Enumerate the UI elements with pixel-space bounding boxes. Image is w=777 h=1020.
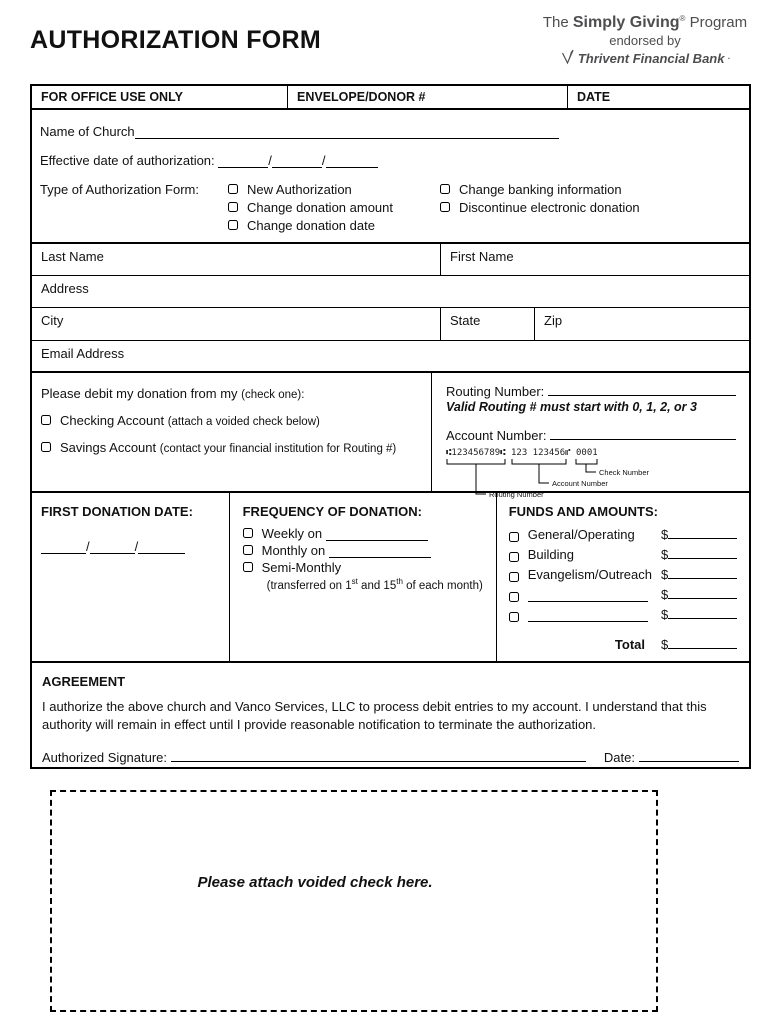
signature-field[interactable] [171,749,586,762]
checkbox-change-donation-date[interactable] [228,220,238,230]
last-name-field[interactable] [32,244,441,275]
weekly-day-field[interactable] [326,528,428,541]
funds-heading: FUNDS AND AMOUNTS: [508,504,658,519]
routing-number-row [446,383,736,399]
currency-sign: $ [661,547,669,562]
option-monthly [243,543,488,558]
church-section [32,110,749,244]
option-semi-monthly [243,560,488,575]
option-change-banking-info [440,182,640,197]
currency-sign: $ [661,587,669,602]
email-field[interactable] [32,341,749,371]
fund-row-other-1 [509,586,737,602]
donation-section [32,493,749,663]
debit-intro [41,386,421,401]
routing-number-label: Routing Number: [446,384,545,399]
option-weekly [243,526,488,541]
checkbox-building[interactable] [509,552,519,562]
state-field[interactable] [441,308,535,340]
date-separator: / [321,153,326,168]
currency-sign: $ [661,527,669,542]
brand-bank: Thrivent Financial Bank [577,51,725,66]
option-new-authorization [228,182,440,197]
first-name-field[interactable] [441,244,749,275]
frequency-cell [230,493,497,661]
currency-sign: $ [661,567,669,582]
first-donation-date-cell [32,493,230,661]
voided-check-instruction: Please attach voided check here. [197,874,433,891]
account-type-cell [32,373,432,491]
micr-routing-number-label: Routing Number [489,490,544,499]
city-label: City [41,313,64,328]
address-field[interactable] [32,276,749,307]
checkbox-other-fund-2[interactable] [509,612,519,622]
currency-sign: $ [661,607,669,622]
date-separator: / [268,153,272,168]
bank-trademark: · [727,54,731,63]
monthly-day-field[interactable] [329,545,431,558]
checkbox-savings-account[interactable] [41,442,51,452]
frequency-options [243,526,488,592]
weekly-label: Weekly on [261,526,323,541]
authorization-form [30,84,751,769]
signature-label: Authorized Signature: [42,749,168,765]
auth-type-label: Type of Authorization Form: [40,182,199,197]
date-cell[interactable] [568,86,749,108]
checkbox-weekly[interactable] [243,528,253,538]
brand-program-line [525,14,765,32]
fund-list [509,526,737,652]
currency-sign: $ [661,637,669,652]
effective-date-label: Effective date of authorization: [40,153,215,168]
monthly-label-group [262,543,431,558]
effective-date-row [40,153,741,168]
checkbox-change-banking-info[interactable] [440,184,450,194]
option-discontinue-donation [440,200,640,215]
thrivent-logo-icon [560,49,575,68]
agreement-section [32,663,749,767]
option-checking-account [41,413,421,428]
frequency-heading: FREQUENCY OF DONATION: [242,504,422,519]
first-name-label: First Name [450,249,514,264]
auth-type-col2 [440,182,640,236]
other-fund-2-amount-field[interactable] [668,606,737,619]
savings-label-group [60,440,396,455]
option-change-donation-amount [228,200,440,215]
address-label: Address [41,281,89,296]
savings-paren: (contact your financial institution for Routing #) [159,443,397,455]
checkbox-other-fund-1[interactable] [509,592,519,602]
option-label: New Authorization [247,182,352,197]
office-use-cell[interactable] [32,86,288,108]
brand-name: Simply Giving [572,14,680,31]
option-label: Change donation amount [247,200,394,215]
checkbox-checking-account[interactable] [41,415,51,425]
evangelism-amount-field[interactable] [668,566,737,579]
savings-label: Savings Account [60,440,157,455]
other-fund-2-name-field[interactable] [528,609,648,622]
checkbox-evangelism[interactable] [509,572,519,582]
first-donation-month-field[interactable] [41,541,86,554]
agreement-body: I authorize the above church and Vanco Services, LLC to process debit entries to my account. I understand that this authority will remain in effect until I provide reasonable notification to terminate the authorization. [42,699,707,732]
fund-row-building [509,546,737,562]
auth-type-col1 [228,182,440,236]
routing-note: Valid Routing # must start with 0, 1, 2, or 3 [446,400,697,414]
checking-paren: (attach a voided check below) [167,416,320,428]
effective-month-field[interactable] [218,155,268,168]
email-label: Email Address [41,346,125,361]
building-amount-field[interactable] [668,546,737,559]
first-donation-date-heading: FIRST DONATION DATE: [41,504,193,519]
other-fund-1-amount-field[interactable] [668,586,737,599]
city-state-zip-row [32,308,749,341]
envelope-donor-cell[interactable] [288,86,568,108]
checkbox-monthly[interactable] [243,545,253,555]
brand-the: The [542,14,569,31]
registered-mark: ® [679,14,686,23]
total-label: Total [614,637,645,652]
semi-monthly-note: (transferred on 1st and 15th of each month) [266,577,483,592]
micr-line-text: ⑆123456789⑆ 123 123456⑈ 0001 [446,448,598,458]
city-field[interactable] [32,308,441,340]
office-use-label: FOR OFFICE USE ONLY [41,90,183,104]
first-donation-date-row [41,539,221,554]
date-separator: / [86,539,90,554]
church-name-field[interactable] [135,126,559,139]
routing-account-cell [432,373,749,499]
effective-year-field[interactable] [326,155,378,168]
routing-number-field[interactable] [548,383,736,396]
agreement-heading: AGREEMENT [42,674,126,689]
option-savings-account [41,440,421,455]
zip-field[interactable] [535,308,749,340]
other-fund-1-name-field[interactable] [528,589,648,602]
signature-date-field[interactable] [639,749,739,762]
account-number-label: Account Number: [446,428,547,443]
fund-row-general [509,526,737,542]
option-label: Change donation date [247,218,375,233]
checking-label: Checking Account [60,413,165,428]
checkbox-discontinue-donation[interactable] [440,202,450,212]
checkbox-general-operating[interactable] [509,532,519,542]
general-amount-field[interactable] [668,526,737,539]
weekly-label-group [262,526,428,541]
state-label: State [450,313,481,328]
checkbox-new-authorization[interactable] [228,184,238,194]
micr-check-number-label: Check Number [599,468,650,477]
first-donation-day-field[interactable] [90,541,135,554]
address-row [32,276,749,308]
fund-label: Building [527,547,574,562]
effective-day-field[interactable] [272,155,322,168]
church-name-row [40,124,741,139]
church-name-label: Name of Church [40,124,135,139]
account-number-field[interactable] [550,427,736,440]
last-name-label: Last Name [41,249,104,264]
monthly-label: Monthly on [261,543,326,558]
signature-row [42,749,739,765]
checkbox-change-donation-amount[interactable] [228,202,238,212]
brand-block [525,14,765,68]
first-donation-year-field[interactable] [138,541,185,554]
option-label: Change banking information [459,182,622,197]
total-amount-field[interactable] [668,636,737,649]
funds-amounts-cell [497,493,749,661]
page-title: AUTHORIZATION FORM [30,26,322,54]
total-row [509,636,737,652]
micr-account-number-label: Account Number [552,479,608,488]
auth-type-row [40,182,741,236]
checkbox-semi-monthly[interactable] [243,562,253,572]
checking-label-group [60,413,320,428]
envelope-donor-label: ENVELOPE/DONOR # [297,90,426,104]
date-label: DATE [577,90,611,104]
fund-label: General/Operating [527,527,635,542]
debit-intro-text: Please debit my donation from my [41,386,238,401]
option-change-donation-date [228,218,440,233]
semi-monthly-label: Semi-Monthly [261,560,342,575]
fund-row-other-2 [509,606,737,622]
account-number-row [446,427,736,443]
voided-check-box[interactable] [50,790,658,1012]
debit-intro-paren: (check one): [241,389,305,401]
option-label: Discontinue electronic donation [459,200,640,215]
fund-row-evangelism [509,566,737,582]
date-separator: / [134,539,139,554]
name-row [32,244,749,276]
fund-label: Evangelism/Outreach [527,567,652,582]
brand-bank-line [525,49,765,68]
brand-endorsed: endorsed by [609,33,681,48]
brand-program: Program [689,14,748,31]
debit-section [32,373,749,499]
signature-date-label: Date: [603,749,635,765]
email-row [32,341,749,373]
zip-label: Zip [544,313,563,328]
office-use-header [32,86,749,110]
